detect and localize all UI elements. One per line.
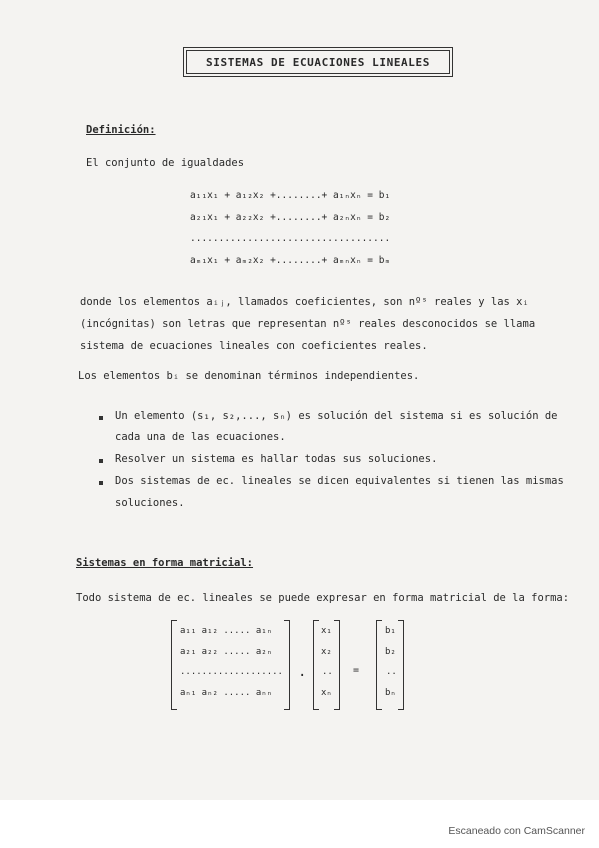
definition-paragraph-line-1: donde los elementos aᵢⱼ, llamados coeficientes, son nºˢ reales y las xᵢ — [80, 296, 529, 308]
matrix-a-row-1: a₁₁ a₁₂ ..... a₁ₙ — [180, 626, 273, 636]
vector-b-right-bracket — [398, 620, 404, 710]
independent-terms-line: Los elementos bᵢ se denominan términos independientes. — [78, 370, 420, 382]
definition-paragraph-line-2: (incógnitas) son letras que representan nºˢ reales desconocidos se llama — [80, 318, 536, 330]
bullet-3-line-1: Dos sistemas de ec. lineales se dicen equivalentes si tienen las mismas — [115, 475, 564, 487]
vector-x-right-bracket — [334, 620, 340, 710]
vector-x-left-bracket — [313, 620, 319, 710]
scanner-footer-strip — [0, 800, 599, 848]
equals-sign: = — [353, 665, 360, 676]
matrix-a-left-bracket — [171, 620, 177, 710]
equation-dots: ................................... — [190, 233, 391, 244]
equation-2: a₂₁x₁ + a₂₂x₂ +........+ a₂ₙxₙ = b₂ — [190, 212, 391, 223]
bullet-marker — [99, 481, 103, 485]
vector-b-left-bracket — [376, 620, 382, 710]
vector-x-dots: .. — [322, 667, 333, 677]
multiply-dot: . — [298, 664, 307, 680]
vector-x-1: x₁ — [321, 626, 332, 636]
equation-m: aₘ₁x₁ + aₘ₂x₂ +........+ aₘₙxₙ = bₘ — [190, 255, 391, 266]
matrix-a-row-3: ................... — [180, 667, 283, 677]
matrix-a-right-bracket — [284, 620, 290, 710]
bullet-3-line-2: soluciones. — [115, 497, 185, 509]
bullet-2-line-1: Resolver un sistema es hallar todas sus soluciones. — [115, 453, 438, 465]
bullet-1-line-1: Un elemento (s₁, s₂,..., sₙ) es solución del sistema si es solución de — [115, 410, 558, 422]
bullet-1-line-2: cada una de las ecuaciones. — [115, 431, 286, 443]
matrix-a-row-2: a₂₁ a₂₂ ..... a₂ₙ — [180, 647, 273, 657]
bullet-marker — [99, 459, 103, 463]
vector-x-n: xₙ — [321, 688, 332, 698]
matrix-section-heading: Sistemas en forma matricial: — [76, 557, 254, 569]
bullet-marker — [99, 416, 103, 420]
vector-b-dots: .. — [386, 667, 397, 677]
vector-x-2: x₂ — [321, 647, 332, 657]
matrix-a-row-4: aₙ₁ aₙ₂ ..... aₙₙ — [180, 688, 273, 698]
page-title: SISTEMAS DE ECUACIONES LINEALES — [186, 50, 450, 74]
vector-b-1: b₁ — [385, 626, 396, 636]
vector-b-n: bₙ — [385, 688, 396, 698]
matrix-section-intro: Todo sistema de ec. lineales se puede expresar en forma matricial de la forma: — [76, 592, 570, 604]
definition-paragraph-line-3: sistema de ecuaciones lineales con coeficientes reales. — [80, 340, 428, 352]
equation-1: a₁₁x₁ + a₁₂x₂ +........+ a₁ₙxₙ = b₁ — [190, 190, 391, 201]
definition-intro: El conjunto de igualdades — [86, 157, 245, 169]
vector-b-2: b₂ — [385, 647, 396, 657]
scanner-watermark: Escaneado con CamScanner — [448, 825, 585, 837]
definition-heading: Definición: — [86, 124, 156, 136]
